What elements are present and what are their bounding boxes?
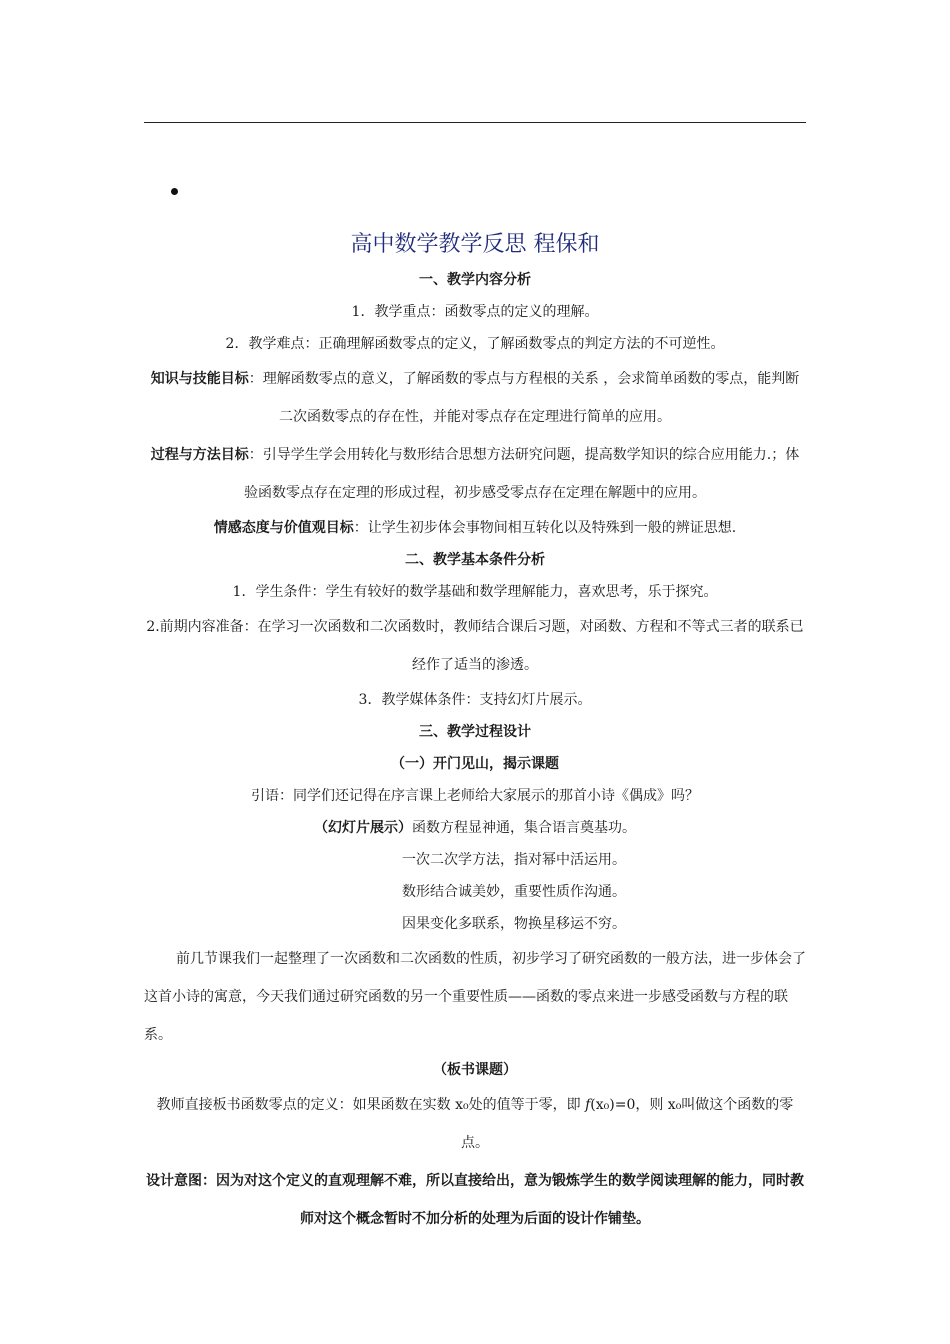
poem-line-1: 函数方程显神通，集合语言奠基功。 <box>412 820 636 836</box>
emotion-goal <box>144 512 806 544</box>
emotion-goal-label: 情感态度与价值观目标 <box>213 520 354 536</box>
header-rule <box>144 122 806 123</box>
slide-label: （幻灯片展示） <box>314 820 412 836</box>
definition-text-b: (x₀)=0，则 x₀叫做这个函数的零点。 <box>461 1097 794 1151</box>
poem-line-3: 数形结合诚美妙，重要性质作沟通。 <box>402 884 626 900</box>
zero-definition <box>144 1086 806 1162</box>
poem-line-4: 因果变化多联系，物换星移运不穷。 <box>402 916 626 932</box>
slide-line <box>144 812 806 844</box>
key-point: 1．教学重点：函数零点的定义的理解。 <box>351 304 599 320</box>
difficulty-point: 2．教学难点：正确理解函数零点的定义，了解函数零点的判定方法的不可逆性。 <box>225 336 725 352</box>
document-title: 高中数学教学反思 程保和 <box>350 232 600 257</box>
process-goal-text: ：引导学生学会用转化与数形结合思想方法研究问题，提高数学知识的综合应用能力.；体验函数零点存在定理的形成过程，初步感受零点存在定理在解题中的应用。 <box>244 447 800 501</box>
student-condition: 1．学生条件：学生有较好的数学基础和数学理解能力，喜欢思考，乐于探究。 <box>232 584 718 600</box>
section-3-heading: 三、教学过程设计 <box>419 724 531 740</box>
knowledge-goal-label: 知识与技能目标 <box>150 371 249 387</box>
media-condition: 3．教学媒体条件：支持幻灯片展示。 <box>358 692 592 708</box>
bullet-dot <box>171 188 178 195</box>
section-3-subheading: （一）开门见山，揭示课题 <box>391 756 559 772</box>
process-goal <box>144 436 806 512</box>
definition-function: f <box>585 1097 591 1113</box>
definition-text-a: 教师直接板书函数零点的定义：如果函数在实数 x₀处的值等于零，即 <box>156 1097 586 1113</box>
poem-line-2: 一次二次学方法，指对幂中活运用。 <box>402 852 626 868</box>
knowledge-goal-text: ：理解函数零点的意义，了解函数的零点与方程根的关系 ，会求简单函数的零点，能判断二次函数零点的存在性，并能对零点存在定理进行简单的应用。 <box>248 371 800 425</box>
knowledge-goal <box>144 360 806 436</box>
design-intent: 设计意图：因为对这个定义的直观理解不难，所以直接给出，意为锻炼学生的数学阅读理解的能力，同时教师对这个概念暂时不加分析的处理为后面的设计作铺垫。 <box>146 1173 804 1227</box>
section-1-heading: 一、教学内容分析 <box>419 272 531 288</box>
lesson-paragraph: 前几节课我们一起整理了一次函数和二次函数的性质，初步学习了研究函数的一般方法，进一步体会了这首小诗的寓意，今天我们通过研究函数的另一个重要性质——函数的零点来进一步感受函数与方程的联系。 <box>144 951 806 1043</box>
intro-text: 引语：同学们还记得在序言课上老师给大家展示的那首小诗《偶成》吗？ <box>251 788 699 804</box>
board-label: （板书课题） <box>433 1062 517 1078</box>
emotion-goal-text: ：让学生初步体会事物间相互转化以及特殊到一般的辨证思想. <box>353 520 737 536</box>
section-2-heading: 二、教学基本条件分析 <box>405 552 545 568</box>
prior-preparation: 2.前期内容准备：在学习一次函数和二次函数时，教师结合课后习题，对函数、方程和不等式三者的联系已经作了适当的渗透。 <box>146 619 804 673</box>
document-body <box>144 228 806 1238</box>
process-goal-label: 过程与方法目标 <box>150 447 249 463</box>
